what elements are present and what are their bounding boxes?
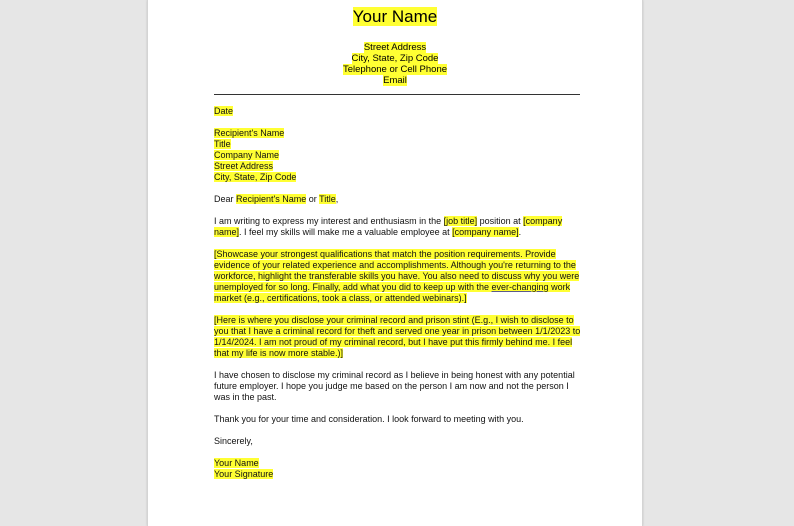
intro-text-3: . I feel my skills will make me a valuable employee at [239, 227, 453, 237]
intro-text-4: . [518, 227, 522, 237]
intro-text-1: I am writing to express my interest and enthusiasm in the [214, 216, 444, 226]
date-text: Date [214, 106, 234, 116]
salutation-title: Title [319, 194, 336, 204]
date-line [214, 106, 584, 117]
signature-sig: Your Signature [214, 469, 274, 479]
document-page [147, 0, 643, 526]
showcase-ever-changing: ever-changing [491, 282, 549, 292]
header-divider [214, 94, 580, 95]
honesty-text: I have chosen to disclose my criminal record as I believe in being honest with any potential future employer. I hope you judge me based on the person I am now and not the person I was in the past. [214, 370, 575, 402]
header-address-block [148, 42, 642, 86]
showcase-text: [Showcase your strongest qualifications that match the position requirements. Provide evidence of your related experience and accomplishments. Although you're returning to the workforce, highlight the transferable skills you have. You also need to discuss why you were unemployed for so long. Finally, add what you did to keep up with the [214, 249, 580, 292]
salutation-suffix: , [335, 194, 339, 204]
honesty-paragraph [214, 370, 584, 403]
header-email: Email [383, 75, 407, 86]
recipient-street: Street Address [214, 161, 274, 171]
recipient-block [214, 128, 584, 183]
intro-company-2: [company name] [452, 227, 519, 237]
header-city: City, State, Zip Code [351, 53, 439, 64]
header-name [148, 6, 642, 28]
salutation-or: or [306, 194, 320, 204]
closing [214, 436, 584, 447]
signature-block [214, 458, 584, 480]
salutation-name: Recipient's Name [236, 194, 307, 204]
showcase-tail: work market (e.g., certifications, took a class, or attended webinars).] [214, 282, 571, 303]
disclosure-paragraph [214, 315, 584, 359]
thanks-paragraph [214, 414, 584, 425]
salutation-prefix: Dear [214, 194, 237, 204]
header-name-text: Your Name [352, 7, 438, 26]
thanks-text: Thank you for your time and consideration. I look forward to meeting with you. [214, 414, 524, 424]
intro-text-2: position at [477, 216, 524, 226]
recipient-title: Title [214, 139, 231, 149]
header-phone: Telephone or Cell Phone [342, 64, 448, 75]
showcase-paragraph [214, 249, 584, 304]
intro-company-1: [company name] [214, 216, 563, 237]
recipient-company: Company Name [214, 150, 280, 160]
disclosure-text: [Here is where you disclose your criminal record and prison stint (E.g., I wish to disclose to you that I have a criminal record for theft and served one year in prison between 1/1/2023 to 1/14/2024. I am not proud of my criminal record, but I have put this firmly behind me. I feel that my life is now more stable.)] [214, 315, 581, 358]
header-street: Street Address [363, 42, 427, 53]
letter-body [214, 106, 584, 491]
recipient-city: City, State, Zip Code [214, 172, 297, 182]
signature-name: Your Name [214, 458, 259, 468]
recipient-name: Recipient's Name [214, 128, 285, 138]
closing-text: Sincerely, [214, 436, 253, 446]
salutation [214, 194, 584, 205]
intro-job-title: [job title] [443, 216, 478, 226]
intro-paragraph [214, 216, 584, 238]
